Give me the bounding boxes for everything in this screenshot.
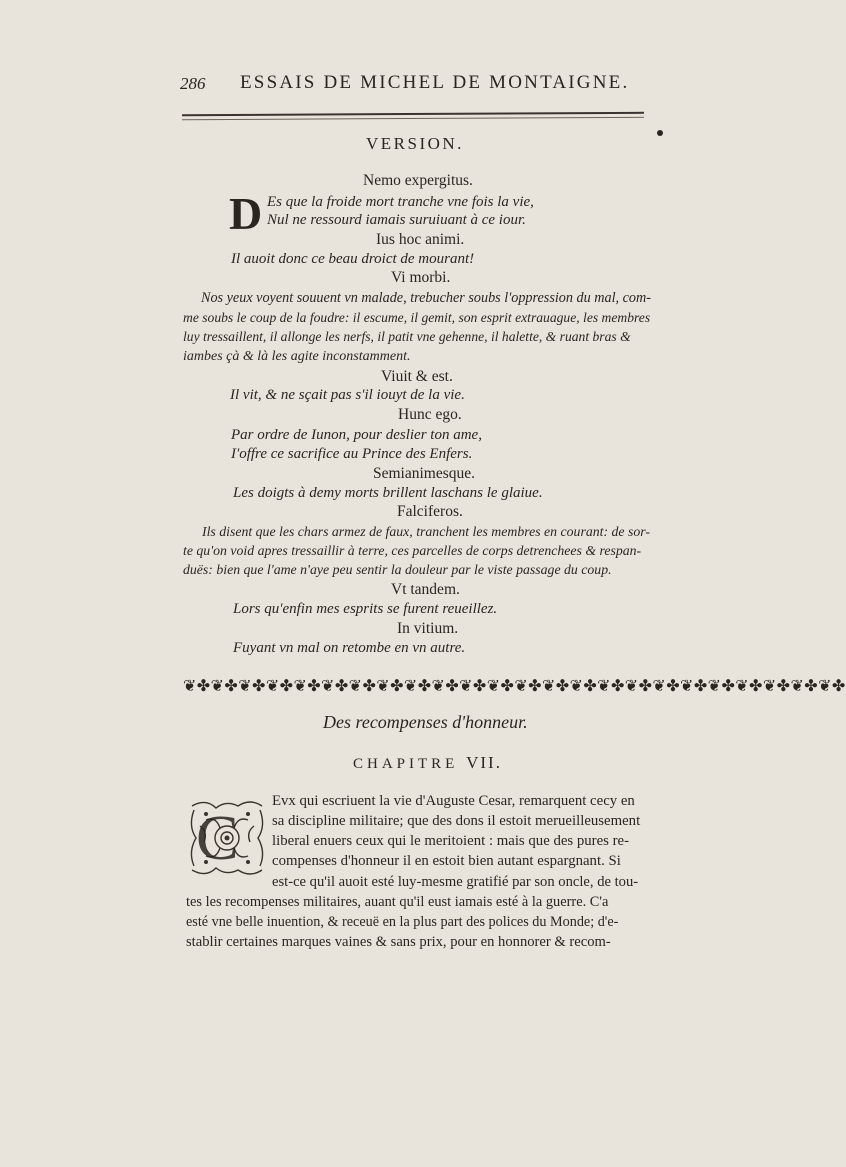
latin-line: Nemo expergitus. (363, 172, 473, 189)
latin-line: In vitium. (397, 620, 459, 637)
body-line: esté vne belle inuention, & receuë en la plus part des polices du Monde; d'e- (186, 914, 619, 930)
latin-line: Vt tandem. (391, 581, 460, 598)
body-line: Evx qui escriuent la vie d'Auguste Cesar, remarquent cecy en (272, 793, 635, 809)
verse-line: Il auoit donc ce beau droict de mourant! (231, 251, 475, 267)
chapter-label: CHAPITRE (353, 756, 459, 772)
fleuron-band: ❦✤❦✤❦✤❦✤❦✤❦✤❦✤❦✤❦✤❦✤❦✤❦✤❦✤❦✤❦✤❦✤❦✤❦✤❦✤❦✤❦✤❦✤❦✤❦✤ (183, 678, 846, 695)
verse-line: I'offre ce sacrifice au Prince des Enfers. (231, 446, 473, 462)
prose-line: te qu'on void apres tressaillir à terre, ces parcelles de corps detrenchees & respan- (183, 543, 642, 558)
verse-line: Les doigts à demy morts brillent laschans le glaiue. (233, 485, 543, 501)
body-line: compenses d'honneur il en estoit bien autant espargnant. Si (272, 853, 621, 869)
latin-line: Semianimesque. (373, 465, 476, 482)
drop-cap: D (229, 188, 263, 239)
verse-line: Il vit, & ne sçait pas s'il iouyt de la vie. (230, 387, 465, 403)
chapter-initial: C (196, 802, 239, 873)
running-title: ESSAIS DE MICHEL DE MONTAIGNE. (240, 72, 630, 93)
body-line: est-ce qu'il auoit esté luy-mesme gratifié par son oncle, de tou- (272, 874, 639, 890)
body-line: sa discipline militaire; que des dons il estoit merueilleusement (272, 813, 641, 829)
section-title: VERSION. (366, 134, 464, 153)
ink-dot (657, 130, 663, 136)
prose-line: luy tressaillent, il allonge les nerfs, il patit vne gehenne, il halette, & ruant bras & (183, 329, 631, 344)
body-line: stablir certaines marques vaines & sans prix, pour en honnorer & recom- (186, 934, 611, 950)
header-rule (182, 112, 644, 116)
latin-line: Falciferos. (397, 503, 463, 520)
prose-line: Nos yeux voyent souuent vn malade, trebucher soubs l'oppression du mal, com- (201, 290, 651, 306)
chapter-subtitle: Des recompenses d'honneur. (323, 712, 528, 732)
header-rule-thin (182, 117, 644, 120)
latin-line: Viuit & est. (381, 368, 453, 385)
verse-line: Nul ne ressourd iamais suruiuant à ce iour. (267, 212, 526, 228)
chapter-heading (353, 753, 502, 773)
body-line: liberal enuers ceux qui le meritoient : mais que des pures re- (272, 833, 630, 849)
verse-line: Par ordre de Iunon, pour deslier ton ame, (231, 427, 482, 443)
latin-line: Vi morbi. (391, 269, 451, 286)
prose-line: me soubs le coup de la foudre: il escume, il gemit, son esprit extrauague, les membres (183, 310, 651, 325)
ornate-initial (186, 796, 268, 880)
verse-line: Lors qu'enfin mes esprits se furent reueillez. (233, 601, 498, 617)
chapter-number: VII. (466, 753, 502, 772)
body-line: tes les recompenses militaires, auant qu'il eust iamais esté à la guerre. C'a (186, 894, 609, 910)
latin-line: Ius hoc animi. (376, 231, 465, 248)
running-header (180, 72, 640, 96)
latin-line: Hunc ego. (398, 406, 462, 423)
page-number: 286 (180, 74, 206, 93)
prose-line: iambes çà & là les agite inconstamment. (183, 349, 411, 364)
prose-line: duës: bien que l'ame n'aye peu sentir la douleur par le viste passage du coup. (183, 562, 612, 577)
prose-line: Ils disent que les chars armez de faux, tranchent les membres en courant: de sor- (202, 524, 650, 539)
verse-line: Es que la froide mort tranche vne fois la vie, (267, 194, 534, 210)
verse-line: Fuyant vn mal on retombe en vn autre. (233, 640, 466, 656)
